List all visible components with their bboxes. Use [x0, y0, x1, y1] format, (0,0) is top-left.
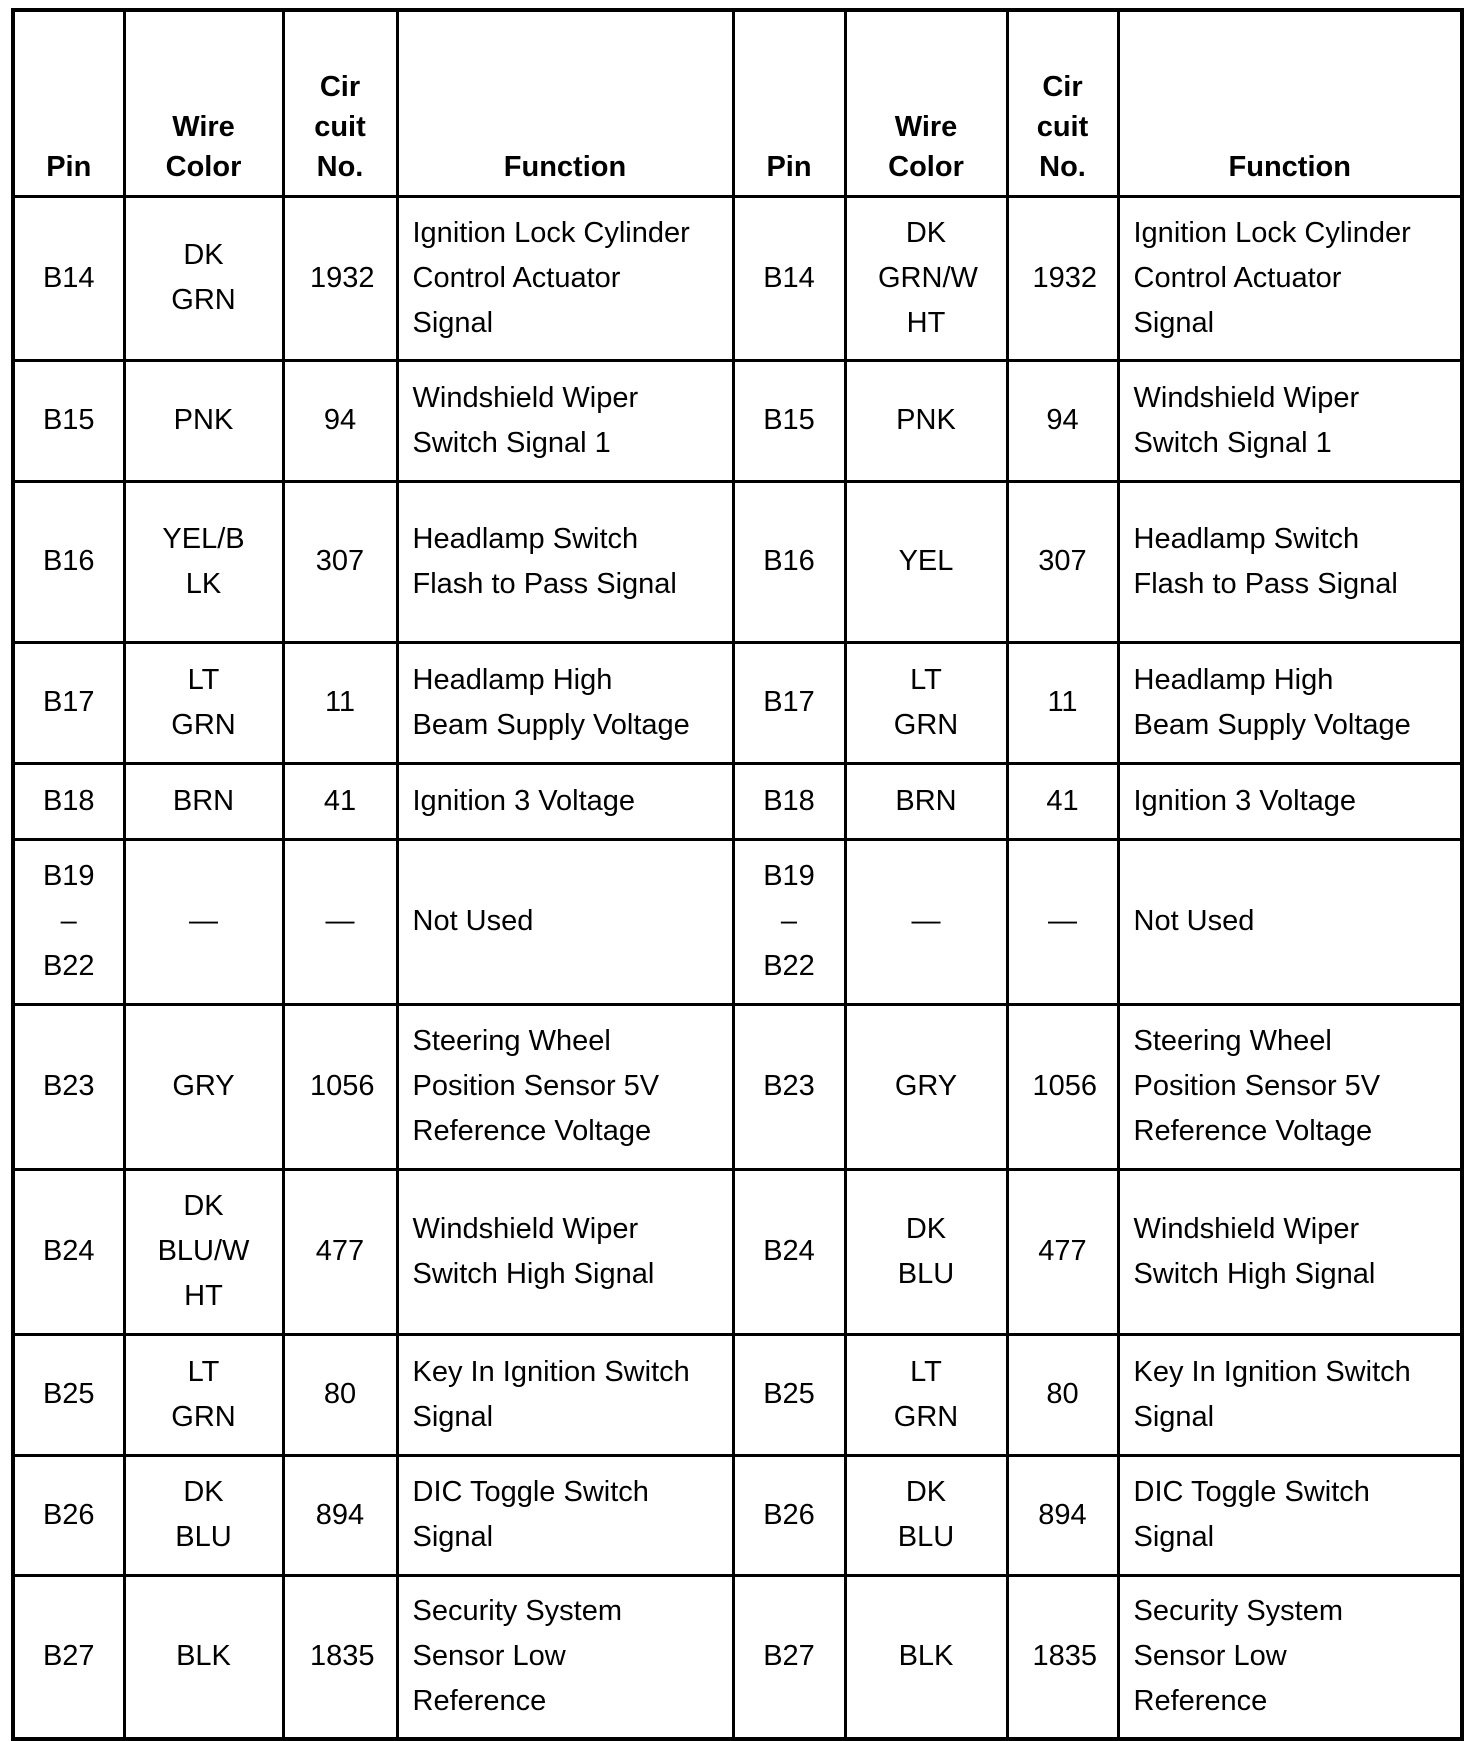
- function-text: Key In Ignition Switch Signal: [412, 1355, 690, 1433]
- pin-cell-left: [13, 481, 124, 642]
- table-row: [13, 481, 1462, 642]
- wire-color-text: LT GRN: [171, 663, 236, 741]
- pin-text: B25: [763, 1378, 815, 1410]
- circuit-no-cell-right: [1007, 196, 1118, 360]
- function-cell-left: [397, 763, 733, 839]
- wire-color-cell-left: [124, 642, 283, 763]
- pin-text: B19 – B22: [42, 860, 95, 982]
- function-text: Ignition Lock Cylinder Control Actuator Signal: [1133, 216, 1411, 339]
- pin-text: B18: [42, 784, 95, 817]
- pin-text: B17: [42, 686, 95, 718]
- wire-color-text: YEL: [898, 545, 954, 577]
- function-text: Windshield Wiper Switch High Signal: [412, 1212, 655, 1290]
- pin-text: B23: [763, 1070, 815, 1102]
- circuit-no-text: 80: [323, 1378, 357, 1410]
- pin-cell-right: [733, 1334, 845, 1455]
- table-row: [13, 763, 1462, 839]
- function-cell-left: [397, 196, 733, 360]
- wire-color-cell-left: [124, 1455, 283, 1575]
- wire-color-cell-right: [845, 360, 1007, 481]
- wire-color-cell-left: [124, 763, 283, 839]
- pin-cell-right: [733, 1169, 845, 1334]
- header-function-left: Function: [397, 10, 733, 196]
- table-row: [13, 360, 1462, 481]
- pin-text: B14: [42, 261, 95, 294]
- wire-color-cell-left: [124, 196, 283, 360]
- wire-color-text: BLK: [176, 1640, 231, 1673]
- circuit-no-text: —: [1048, 905, 1077, 937]
- table-body: [13, 196, 1462, 1739]
- function-cell-right: [1118, 1334, 1462, 1455]
- circuit-no-text: 94: [1046, 404, 1079, 436]
- table-row: [13, 1004, 1462, 1169]
- wire-color-text: DK GRN/W HT: [878, 216, 978, 339]
- table-row: [13, 1575, 1462, 1739]
- wire-color-text: YEL/B LK: [162, 522, 245, 600]
- wire-color-cell-left: [124, 360, 283, 481]
- table-row: [13, 1455, 1462, 1575]
- circuit-no-cell-left: [283, 360, 397, 481]
- pin-cell-left: [13, 839, 124, 1004]
- function-text: DIC Toggle Switch Signal: [1133, 1476, 1370, 1553]
- pin-cell-left: [13, 642, 124, 763]
- wire-color-cell-right: [845, 1334, 1007, 1455]
- circuit-no-cell-right: [1007, 1334, 1118, 1455]
- circuit-no-cell-left: [283, 1455, 397, 1575]
- circuit-no-cell-right: [1007, 481, 1118, 642]
- circuit-no-text: 307: [315, 545, 365, 577]
- wire-color-text: LT GRN: [893, 663, 959, 741]
- wire-color-cell-right: [845, 642, 1007, 763]
- pin-text: B24: [763, 1235, 815, 1267]
- function-cell-left: [397, 1575, 733, 1739]
- function-text: Ignition 3 Voltage: [412, 784, 636, 817]
- header-circuit-no-left: Cir cuit No.: [283, 10, 397, 196]
- pin-cell-left: [13, 1455, 124, 1575]
- function-cell-right: [1118, 839, 1462, 1004]
- header-function-right: Function: [1118, 10, 1462, 196]
- circuit-no-text: 80: [1046, 1378, 1079, 1410]
- table-header: [13, 10, 1462, 196]
- function-text: Ignition Lock Cylinder Control Actuator Signal: [412, 216, 690, 339]
- pin-cell-left: [13, 1169, 124, 1334]
- circuit-no-text: 477: [315, 1235, 365, 1267]
- wire-color-text: DK BLU: [897, 1212, 955, 1290]
- circuit-no-text: 1056: [1032, 1070, 1098, 1102]
- pin-cell-left: [13, 763, 124, 839]
- function-cell-left: [397, 1004, 733, 1169]
- wire-color-cell-left: [124, 1004, 283, 1169]
- function-text: Windshield Wiper Switch Signal 1: [412, 381, 639, 459]
- circuit-no-cell-left: [283, 1169, 397, 1334]
- circuit-no-cell-right: [1007, 763, 1118, 839]
- wire-color-cell-left: [124, 1575, 283, 1739]
- wire-color-text: GRY: [894, 1070, 958, 1102]
- wire-color-text: BRN: [895, 784, 957, 817]
- wire-color-text: BRN: [172, 784, 235, 817]
- function-cell-right: [1118, 642, 1462, 763]
- header-wire-color-left: Wire Color: [124, 10, 283, 196]
- function-text: Security System Sensor Low Reference: [412, 1595, 622, 1718]
- pin-text: B23: [42, 1070, 95, 1102]
- wire-color-cell-left: [124, 1334, 283, 1455]
- function-cell-right: [1118, 1575, 1462, 1739]
- wire-color-text: DK GRN: [171, 239, 236, 316]
- circuit-no-text: 11: [1047, 686, 1078, 718]
- pin-text: B26: [42, 1498, 95, 1531]
- table-row: [13, 1334, 1462, 1455]
- connector-pinout-table: [11, 8, 1464, 1741]
- wire-color-cell-right: [845, 196, 1007, 360]
- pin-text: B15: [763, 404, 815, 436]
- function-cell-right: [1118, 481, 1462, 642]
- wire-color-text: DK BLU/W HT: [157, 1190, 250, 1312]
- circuit-no-text: 307: [1038, 545, 1087, 577]
- wire-color-cell-right: [845, 481, 1007, 642]
- circuit-no-text: 894: [315, 1498, 365, 1531]
- pin-text: B16: [42, 545, 95, 577]
- table-row: [13, 196, 1462, 360]
- circuit-no-cell-left: [283, 1004, 397, 1169]
- pin-cell-left: [13, 360, 124, 481]
- circuit-no-cell-left: [283, 642, 397, 763]
- table-row: [13, 839, 1462, 1004]
- header-circuit-no-right: Cir cuit No.: [1007, 10, 1118, 196]
- pin-text: B27: [763, 1640, 815, 1673]
- pin-text: B18: [763, 784, 815, 817]
- wire-color-cell-right: [845, 1004, 1007, 1169]
- circuit-no-text: 41: [323, 784, 357, 817]
- wire-color-cell-right: [845, 839, 1007, 1004]
- pin-cell-left: [13, 1575, 124, 1739]
- pin-cell-right: [733, 481, 845, 642]
- table-row: [13, 642, 1462, 763]
- function-text: Headlamp Switch Flash to Pass Signal: [412, 522, 677, 600]
- function-text: Windshield Wiper Switch Signal 1: [1133, 381, 1360, 459]
- function-cell-left: [397, 481, 733, 642]
- circuit-no-cell-right: [1007, 839, 1118, 1004]
- circuit-no-text: 41: [1046, 784, 1079, 817]
- wire-color-text: DK BLU: [175, 1476, 232, 1553]
- function-text: Steering Wheel Position Sensor 5V Reference Voltage: [412, 1025, 660, 1147]
- pin-text: B16: [763, 545, 815, 577]
- circuit-no-text: 1056: [310, 1070, 375, 1102]
- pin-text: B14: [763, 261, 815, 294]
- function-cell-right: [1118, 360, 1462, 481]
- function-text: Not Used: [1133, 905, 1255, 937]
- wire-color-cell-right: [845, 1455, 1007, 1575]
- circuit-no-cell-right: [1007, 1575, 1118, 1739]
- circuit-no-text: —: [325, 905, 355, 937]
- function-cell-left: [397, 1455, 733, 1575]
- function-text: Headlamp Switch Flash to Pass Signal: [1133, 522, 1398, 600]
- header-wire-color-right: Wire Color: [845, 10, 1007, 196]
- circuit-no-text: 1932: [1032, 261, 1098, 294]
- pin-text: B19 – B22: [763, 860, 815, 982]
- header-pin-left: Pin: [13, 10, 124, 196]
- circuit-no-text: 477: [1038, 1235, 1087, 1267]
- circuit-no-text: 1835: [310, 1640, 375, 1673]
- circuit-no-cell-left: [283, 839, 397, 1004]
- wire-color-text: LT GRN: [171, 1355, 236, 1433]
- function-text: Headlamp High Beam Supply Voltage: [1133, 663, 1411, 741]
- pin-cell-right: [733, 196, 845, 360]
- function-text: Steering Wheel Position Sensor 5V Reference Voltage: [1133, 1025, 1381, 1147]
- circuit-no-cell-left: [283, 763, 397, 839]
- circuit-no-cell-left: [283, 481, 397, 642]
- pin-cell-right: [733, 1575, 845, 1739]
- function-cell-right: [1118, 196, 1462, 360]
- circuit-no-text: 894: [1038, 1498, 1087, 1531]
- wire-color-text: —: [911, 905, 941, 937]
- pin-cell-right: [733, 763, 845, 839]
- header-pin-right: Pin: [733, 10, 845, 196]
- function-text: Not Used: [412, 905, 534, 937]
- pin-text: B27: [42, 1640, 95, 1673]
- wire-color-text: BLK: [898, 1640, 954, 1673]
- function-text: DIC Toggle Switch Signal: [412, 1476, 649, 1553]
- wire-color-cell-right: [845, 1169, 1007, 1334]
- pin-cell-right: [733, 1455, 845, 1575]
- function-cell-right: [1118, 1455, 1462, 1575]
- circuit-no-cell-right: [1007, 1455, 1118, 1575]
- wire-color-cell-left: [124, 481, 283, 642]
- function-cell-left: [397, 360, 733, 481]
- pin-text: B26: [763, 1498, 815, 1531]
- pin-cell-left: [13, 196, 124, 360]
- wire-color-cell-right: [845, 763, 1007, 839]
- pin-text: B25: [42, 1378, 95, 1410]
- function-text: Windshield Wiper Switch High Signal: [1133, 1212, 1376, 1290]
- function-cell-left: [397, 839, 733, 1004]
- wire-color-text: —: [189, 905, 218, 937]
- pin-text: B24: [42, 1235, 95, 1267]
- function-cell-left: [397, 642, 733, 763]
- pin-cell-right: [733, 839, 845, 1004]
- pin-text: B17: [763, 686, 815, 718]
- function-cell-left: [397, 1334, 733, 1455]
- pin-text: B15: [42, 404, 95, 436]
- function-text: Ignition 3 Voltage: [1133, 784, 1357, 817]
- circuit-no-cell-left: [283, 1334, 397, 1455]
- wire-color-text: PNK: [896, 404, 956, 436]
- circuit-no-cell-left: [283, 1575, 397, 1739]
- circuit-no-cell-right: [1007, 360, 1118, 481]
- table-row: [13, 1169, 1462, 1334]
- wire-color-cell-left: [124, 1169, 283, 1334]
- pin-cell-left: [13, 1334, 124, 1455]
- wire-color-text: PNK: [173, 404, 234, 436]
- circuit-no-cell-right: [1007, 642, 1118, 763]
- wire-color-cell-right: [845, 1575, 1007, 1739]
- function-text: Headlamp High Beam Supply Voltage: [412, 663, 690, 741]
- function-cell-right: [1118, 1004, 1462, 1169]
- circuit-no-cell-right: [1007, 1004, 1118, 1169]
- circuit-no-text: 94: [323, 404, 357, 436]
- wire-color-text: DK BLU: [897, 1476, 955, 1553]
- function-cell-right: [1118, 1169, 1462, 1334]
- circuit-no-text: 1932: [310, 261, 375, 294]
- pin-cell-right: [733, 1004, 845, 1169]
- pin-cell-right: [733, 642, 845, 763]
- function-text: Security System Sensor Low Reference: [1133, 1595, 1343, 1718]
- wire-color-cell-left: [124, 839, 283, 1004]
- header-row: [13, 10, 1462, 196]
- pin-cell-left: [13, 1004, 124, 1169]
- function-cell-left: [397, 1169, 733, 1334]
- circuit-no-text: 11: [324, 686, 356, 718]
- wire-color-text: GRY: [172, 1070, 235, 1102]
- function-cell-right: [1118, 763, 1462, 839]
- wire-color-text: LT GRN: [893, 1355, 959, 1433]
- pin-cell-right: [733, 360, 845, 481]
- function-text: Key In Ignition Switch Signal: [1133, 1355, 1411, 1433]
- circuit-no-cell-left: [283, 196, 397, 360]
- circuit-no-text: 1835: [1032, 1640, 1098, 1673]
- circuit-no-cell-right: [1007, 1169, 1118, 1334]
